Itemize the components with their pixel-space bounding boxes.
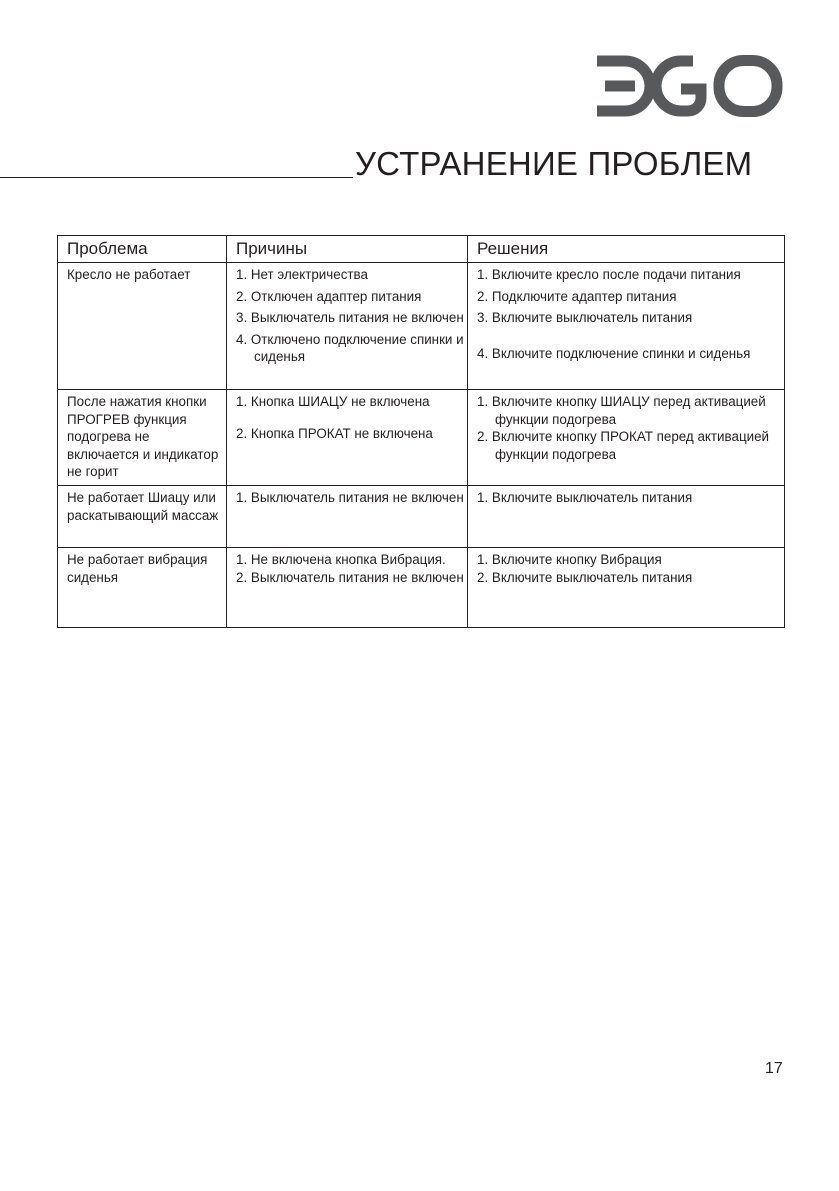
cause-item: 3. Выключатель питания не включен	[236, 310, 464, 325]
solution-item: 1. Включите выключатель питания	[477, 490, 693, 505]
problem-cell	[58, 390, 227, 486]
causes-list	[234, 266, 464, 366]
table-header-row	[58, 236, 785, 263]
problem-text: После нажатия кнопки ПРОГРЕВ функция подогрева не включается и индикатор не горит	[67, 394, 219, 479]
table-row	[58, 486, 785, 548]
cause-item: 1. Нет электричества	[236, 267, 368, 282]
cause-item: 2. Выключатель питания не включен	[236, 569, 464, 585]
page-title: УСТРАНЕНИЕ ПРОБЛЕМ	[355, 145, 753, 182]
cause-item: 1. Не включена кнопка Вибрация.	[236, 552, 446, 567]
cause-item: 1. Выключатель питания не включен	[236, 490, 464, 505]
causes-cell	[227, 548, 468, 628]
solution-item: 1. Включите кресло после подачи питания	[477, 267, 741, 282]
solutions-cell	[468, 263, 785, 390]
table-row	[58, 263, 785, 390]
problem-text: Не работает Шиацу или раскатывающий массаж	[67, 490, 219, 523]
title-rule	[0, 177, 353, 178]
header-problem: Проблема	[58, 236, 227, 263]
causes-cell	[227, 390, 468, 486]
cause-item: 1. Кнопка ШИАЦУ не включена	[236, 394, 430, 409]
problem-text: Кресло не работает	[67, 267, 191, 282]
solutions-list	[475, 393, 781, 463]
page-number: 17	[765, 1060, 783, 1077]
solutions-cell	[468, 548, 785, 628]
solutions-cell	[468, 390, 785, 486]
cause-item: 2. Кнопка ПРОКАТ не включена	[236, 425, 433, 441]
solution-item: 4. Включите подключение спинки и сиденья	[477, 345, 751, 361]
cause-item: 4. Отключено подключение спинки и сиденья	[236, 331, 464, 364]
troubleshooting-table	[57, 235, 785, 628]
causes-cell	[227, 263, 468, 390]
table-row	[58, 390, 785, 486]
cause-item: 2. Отключен адаптер питания	[236, 288, 422, 304]
causes-list	[234, 489, 464, 507]
problem-cell	[58, 548, 227, 628]
solutions-list	[475, 551, 781, 586]
solution-item: 3. Включите выключатель питания	[477, 310, 693, 325]
causes-list	[234, 551, 464, 586]
header-solutions: Решения	[468, 236, 785, 263]
solution-item: 2. Включите выключатель питания	[477, 569, 693, 585]
solution-item: 1. Включите кнопку Вибрация	[477, 552, 662, 567]
solution-item: 1. Включите кнопку ШИАЦУ перед активацией функции подогрева	[477, 394, 766, 427]
problem-cell	[58, 486, 227, 548]
solutions-list	[475, 266, 781, 362]
ego-logo	[591, 53, 783, 119]
causes-cell	[227, 486, 468, 548]
solutions-cell	[468, 486, 785, 548]
causes-list	[234, 393, 464, 442]
solution-item: 2. Подключите адаптер питания	[477, 288, 677, 304]
header-causes: Причины	[227, 236, 468, 263]
solution-item: 2. Включите кнопку ПРОКАТ перед активацией функции подогрева	[477, 429, 770, 462]
problem-cell	[58, 263, 227, 390]
solutions-list	[475, 489, 781, 507]
table-row	[58, 548, 785, 628]
problem-text: Не работает вибрация сиденья	[67, 552, 208, 585]
